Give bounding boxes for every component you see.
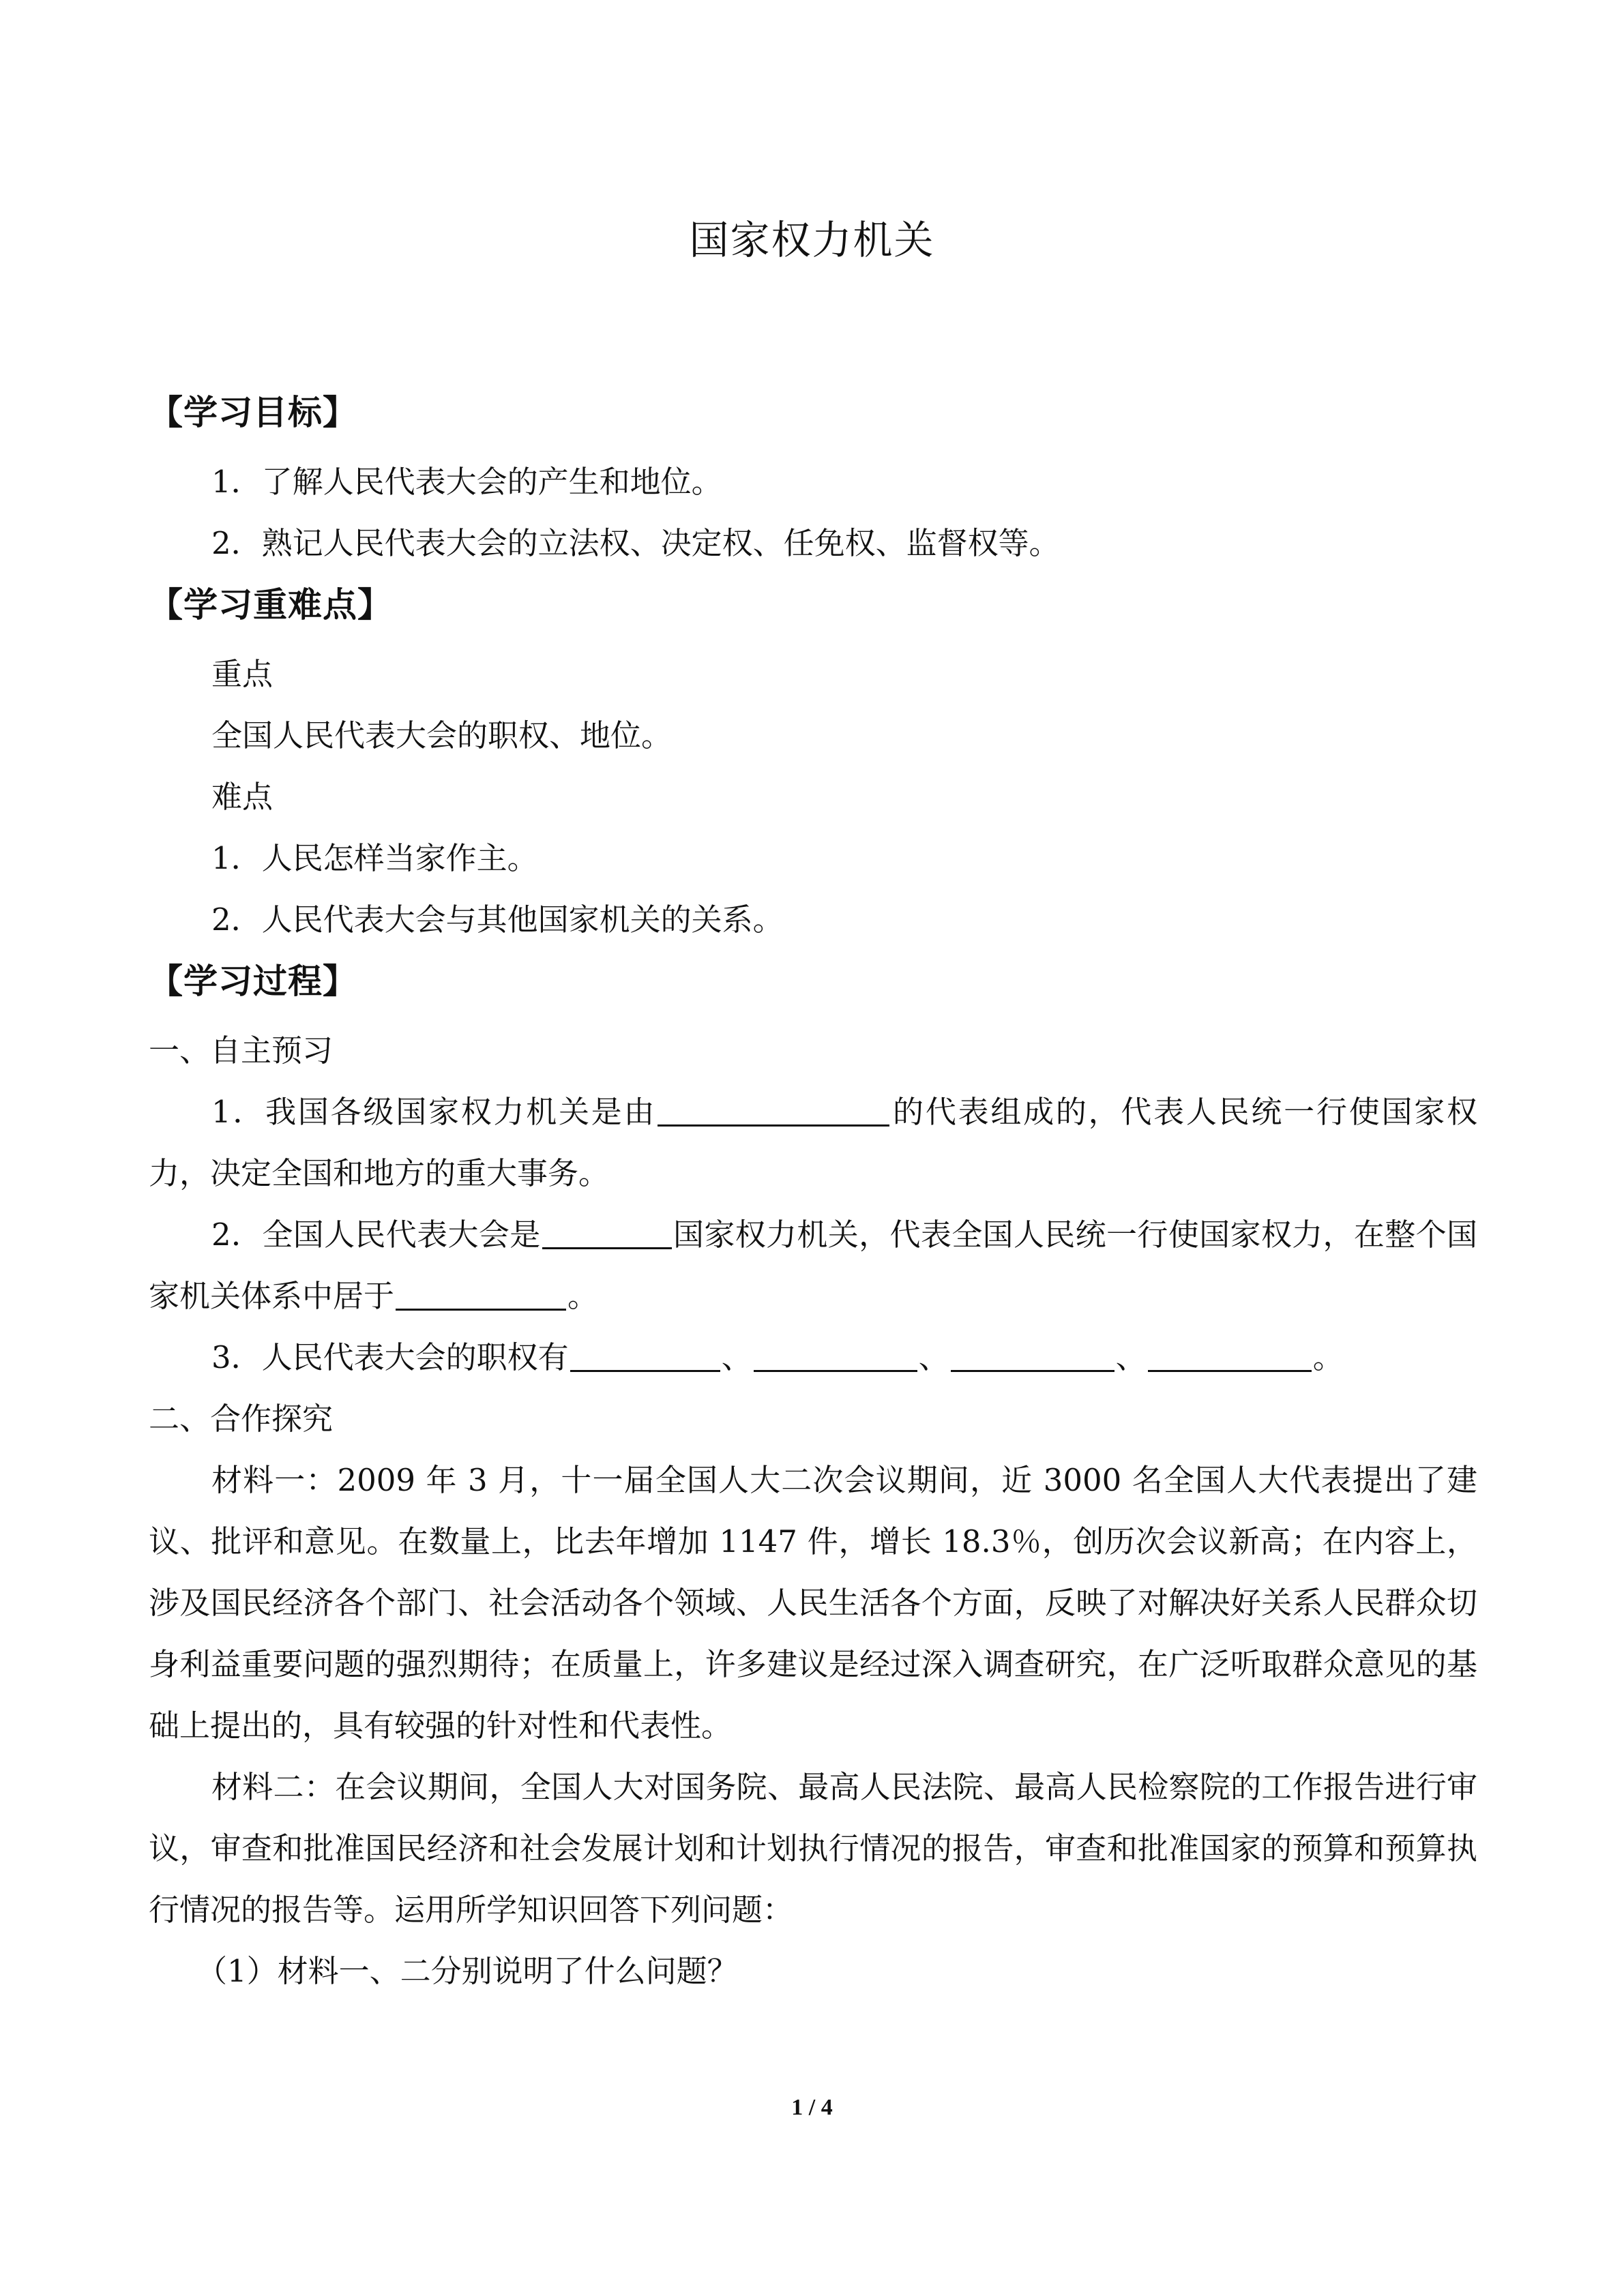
- key-point-text: 全国人民代表大会的职权、地位。: [211, 717, 673, 754]
- preview-question-3-text: 3．人民代表大会的职权有: [211, 1339, 569, 1375]
- objective-item: 1．了解人民代表大会的产生和地位。: [211, 464, 722, 500]
- page-number: 1 / 4: [791, 2095, 833, 2120]
- objective-item: 2．熟记人民代表大会的立法权、决定权、任免权、监督权等。: [211, 525, 1060, 561]
- section-heading-key-points: 【学习重难点】: [149, 585, 392, 625]
- preview-question-1: [149, 1082, 1477, 1204]
- answer-blank[interactable]: [754, 1335, 917, 1372]
- answer-blank[interactable]: [951, 1335, 1114, 1372]
- preview-question-2-text-c: 。: [567, 1278, 599, 1314]
- terminator: 。: [1312, 1339, 1344, 1375]
- answer-blank[interactable]: [570, 1335, 720, 1372]
- preview-question-2-text-a: 2．全国人民代表大会是: [211, 1217, 541, 1253]
- question-1: （1）材料一、二分别说明了什么问题？: [196, 1953, 738, 1989]
- difficult-point-label: 难点: [211, 779, 274, 815]
- material-two: 材料二：在会议期间，全国人大对国务院、最高人民法院、最高人民检察院的工作报告进行审议，审查和批准国民经济和社会发展计划和计划执行情况的报告，审查和批准国家的预算和预算执行情况的报告等。运用所学知识回答下列问题：: [149, 1769, 1477, 1928]
- preview-question-3: [149, 1327, 1477, 1388]
- preview-question-1-text-b: 的代表组成的，代表人民统一行使国家权力，决定全国和地方的重大事务。: [149, 1094, 1477, 1191]
- section-heading-process: 【学习过程】: [149, 961, 357, 1001]
- material-one: 材料一：2009 年 3 月，十一届全国人大二次会议期间，近 3000 名全国人大代表提出了建议、批评和意见。在数量上，比去年增加 1147 件，增长 18.3％，创历次会议新高；在内容上，涉及国民经济各个部门、社会活动各个领域、人民生活各个方面，反映了对解决好关系人民群众切身利益重要问题的强烈期待；在质量上，许多建议是经过深入调查研究，在广泛听取群众意见的基础上提出的，具有较强的针对性和代表性。: [149, 1462, 1477, 1744]
- explore-subtitle: 二、合作探究: [149, 1401, 334, 1437]
- preview-question-1-text-a: 1．我国各级国家权力机关是由: [211, 1094, 657, 1130]
- page-title: 国家权力机关: [689, 217, 935, 263]
- difficult-point-item: 2．人民代表大会与其他国家机关的关系。: [211, 901, 784, 938]
- separator: 、: [1115, 1339, 1147, 1375]
- preview-subtitle: 一、自主预习: [149, 1032, 334, 1069]
- separator: 、: [721, 1339, 752, 1375]
- preview-question-2-text-b: 国家权力机关，代表全国人民统一行使国家权力，在整个国家机关体系中居于: [149, 1217, 1477, 1314]
- preview-question-2: [149, 1204, 1477, 1327]
- page-content: [149, 382, 1477, 2002]
- answer-blank[interactable]: [396, 1273, 566, 1311]
- answer-blank[interactable]: [1148, 1335, 1312, 1372]
- difficult-point-item: 1．人民怎样当家作主。: [211, 840, 538, 876]
- key-point-label: 重点: [211, 656, 274, 692]
- separator: 、: [918, 1339, 949, 1375]
- answer-blank[interactable]: [542, 1212, 672, 1249]
- section-heading-objectives: 【学习目标】: [149, 393, 357, 432]
- answer-blank[interactable]: [658, 1089, 889, 1127]
